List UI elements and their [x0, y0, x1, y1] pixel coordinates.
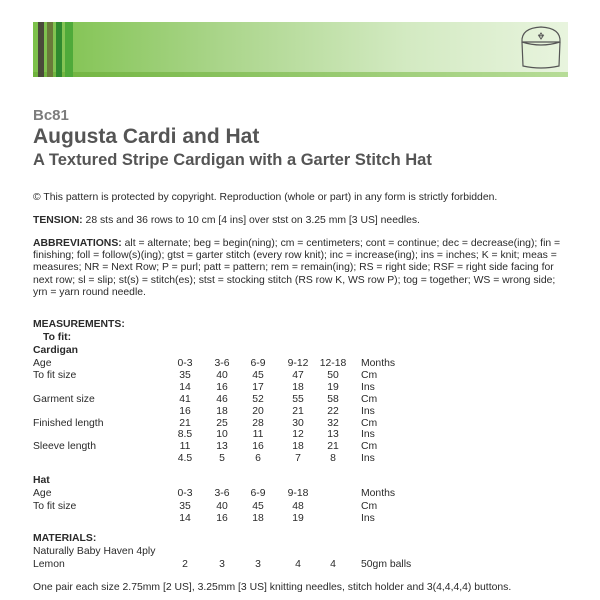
measurement-value: 4.5 [177, 453, 193, 465]
measurement-value: 22 [327, 405, 339, 417]
measurement-unit: Ins [361, 453, 375, 465]
measurement-value: 45 [252, 369, 264, 381]
measurement-value: 32 [327, 417, 339, 429]
color-stripe [56, 22, 62, 77]
measurement-value: 46 [216, 393, 228, 405]
header-banner-underline [33, 72, 568, 77]
measurement-unit: Months [361, 358, 396, 369]
measurement-unit: Ins [361, 381, 375, 393]
color-stripe [38, 22, 44, 77]
measurement-value: 14 [179, 381, 191, 393]
measurement-unit: Cm [361, 393, 378, 405]
measurement-unit: Cm [361, 417, 378, 429]
measurement-value: 50 [327, 369, 339, 381]
measurement-label: Finished length [33, 417, 104, 429]
measurement-value: 18 [252, 513, 264, 524]
to-fit-heading: To fit: [43, 332, 72, 343]
measurement-value: 12-18 [319, 358, 347, 369]
measurement-unit: Cm [361, 441, 378, 453]
abbreviations-label: ABBREVIATIONS: [33, 238, 122, 249]
measurement-value: 45 [252, 500, 264, 512]
measurement-label: Age [33, 488, 52, 499]
pattern-title: Augusta Cardi and Hat [33, 125, 260, 148]
measurement-unit: Ins [361, 429, 375, 441]
yarn-quantity: 4 [330, 559, 336, 570]
copyright-notice: © This pattern is protected by copyright. Reproduction (whole or part) in any form is strictly forbidden. [33, 192, 498, 203]
measurement-value: 18 [292, 381, 304, 393]
measurement-value: 19 [292, 513, 304, 524]
measurement-unit: Ins [361, 513, 375, 524]
measurement-value: 13 [216, 441, 228, 453]
measurement-value: 48 [292, 500, 304, 512]
measurement-value: 55 [292, 393, 304, 405]
measurement-value: 6-9 [250, 488, 266, 499]
measurement-value: 10 [216, 429, 228, 441]
measurement-value: 35 [179, 369, 191, 381]
abbreviations-text: alt = alternate; beg = begin(ning); cm = centimeters; cont = continue; dec = decrease(ing); fin = finishing; foll = follow(s)(ing); gtst = garter stitch (every row knit); inc = increase(ing); ins = inches; K = knit; meas = measures; NR = Next Row; P = purl; patt = pattern; rem = remain(ing); RS = right side; RSF = right side facing for next row; sl = slip; st(s) = stitch(es); stst = stocking stitch (RS row K, WS row P); tog = together; WS = wrong side; yrn = yarn round needle. [33, 238, 561, 298]
measurement-value: 17 [252, 381, 264, 393]
tension-section [33, 215, 568, 227]
measurement-value: 13 [327, 429, 339, 441]
yarn-name: Naturally Baby Haven 4ply [33, 546, 156, 557]
measurement-value: 16 [216, 381, 228, 393]
measurement-value: 11 [252, 429, 264, 441]
measurement-value: 28 [252, 417, 264, 429]
yarn-quantity: 4 [295, 559, 301, 570]
yarn-unit: 50gm balls [361, 559, 412, 570]
materials-heading: MATERIALS: [33, 533, 97, 544]
measurement-label: Age [33, 358, 52, 369]
measurement-value: 11 [179, 441, 191, 453]
measurement-value: 25 [216, 417, 228, 429]
abbreviations-section [33, 238, 568, 299]
measurement-value: 5 [219, 453, 225, 465]
measurement-value: 47 [292, 369, 304, 381]
measurement-value: 0-3 [177, 358, 193, 369]
measurement-value: 16 [179, 405, 191, 417]
measurement-value: 19 [327, 381, 339, 393]
yarn-quantity: 3 [255, 559, 261, 570]
measurements-heading: MEASUREMENTS: [33, 319, 125, 330]
measurement-value: 3-6 [214, 488, 230, 499]
measurement-value: 41 [179, 393, 191, 405]
measurement-unit: Ins [361, 405, 375, 417]
measurement-value: 3-6 [214, 358, 230, 369]
cardigan-heading: Cardigan [33, 345, 79, 356]
measurement-unit: Cm [361, 500, 378, 512]
measurement-value: 6 [255, 453, 261, 465]
measurement-value: 8.5 [177, 429, 193, 441]
measurement-value: 21 [327, 441, 339, 453]
measurement-value: 14 [179, 513, 191, 524]
measurement-value: 21 [292, 405, 304, 417]
measurement-value: 9-12 [287, 358, 309, 369]
measurement-value: 58 [327, 393, 339, 405]
measurement-label: Sleeve length [33, 441, 96, 453]
hat-icon [515, 22, 567, 72]
measurement-value: 18 [216, 405, 228, 417]
tension-label: TENSION: [33, 215, 83, 226]
yarn-quantity: 2 [182, 559, 188, 570]
yarn-quantity: 3 [219, 559, 225, 570]
measurement-value: 7 [295, 453, 301, 465]
yarn-color: Lemon [33, 559, 65, 570]
measurement-value: 6-9 [250, 358, 266, 369]
header-banner [33, 22, 568, 77]
measurement-value: 9-18 [287, 488, 309, 499]
measurement-value: 40 [216, 500, 228, 512]
color-stripe [47, 22, 53, 77]
measurement-label: To fit size [33, 369, 77, 381]
pattern-subtitle: A Textured Stripe Cardigan with a Garter Stitch Hat [33, 151, 432, 169]
tension-text: 28 sts and 36 rows to 10 cm [4 ins] over stst on 3.25 mm [3 US] needles. [82, 215, 420, 226]
measurement-value: 16 [216, 513, 228, 524]
pattern-code: Bc81 [33, 107, 69, 124]
measurement-value: 30 [292, 417, 304, 429]
materials-footer: One pair each size 2.75mm [2 US], 3.25mm [3 US] knitting needles, stitch holder and 3(4,4,4,4) buttons. [33, 582, 512, 593]
hat-heading: Hat [33, 475, 50, 486]
measurement-value: 52 [252, 393, 264, 405]
color-stripe [65, 22, 73, 77]
measurement-value: 8 [330, 453, 336, 465]
measurement-value: 12 [292, 429, 304, 441]
measurement-label: To fit size [33, 500, 77, 512]
measurement-value: 18 [292, 441, 304, 453]
measurement-value: 0-3 [177, 488, 193, 499]
measurement-unit: Months [361, 488, 396, 499]
measurement-unit: Cm [361, 369, 378, 381]
measurement-value: 35 [179, 500, 191, 512]
measurement-value: 21 [179, 417, 191, 429]
measurement-value: 20 [252, 405, 264, 417]
measurement-label: Garment size [33, 393, 95, 405]
measurement-value: 16 [252, 441, 264, 453]
measurement-value: 40 [216, 369, 228, 381]
